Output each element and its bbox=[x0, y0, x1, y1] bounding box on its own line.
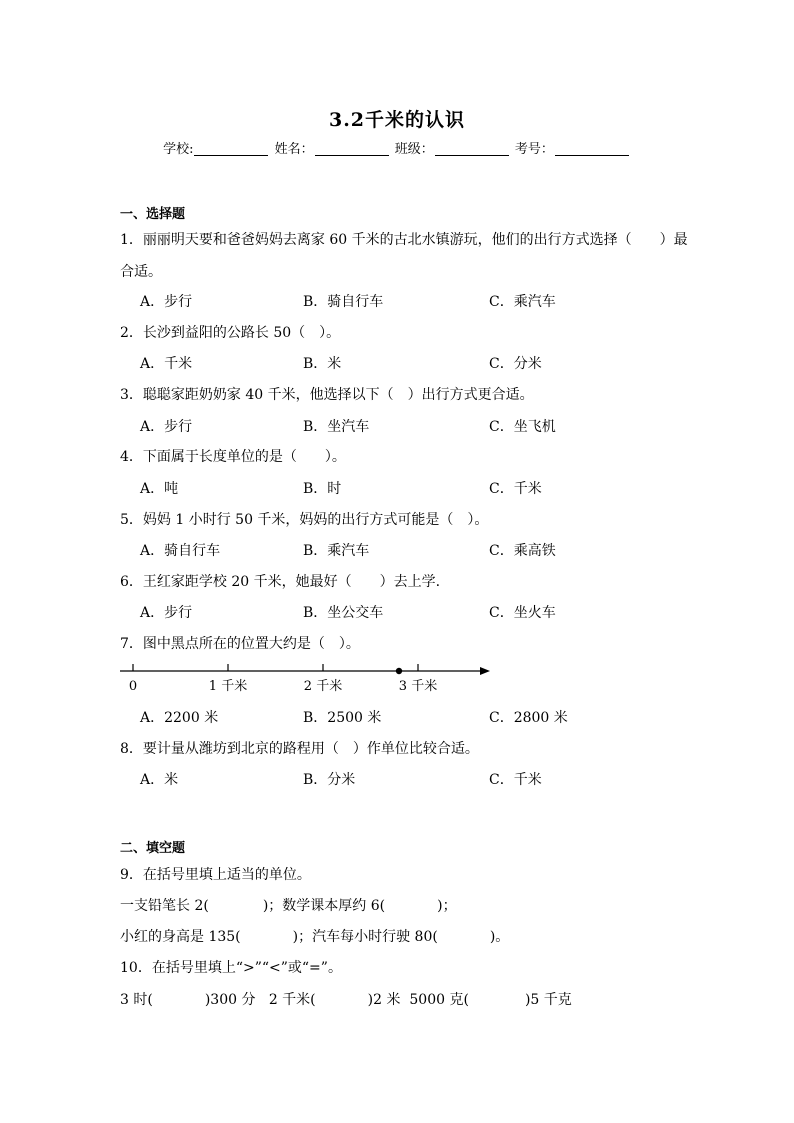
q4-option-c[interactable]: C．千米 bbox=[489, 481, 542, 497]
q10-item-2-left: 2 千米( bbox=[268, 992, 316, 1008]
q5-option-b[interactable]: B．乘汽车 bbox=[303, 543, 370, 559]
q10-item-3-right: )5 千克 bbox=[524, 992, 572, 1008]
q5-option-a[interactable]: A．骑自行车 bbox=[140, 543, 221, 559]
q9-line2-part-a: 小红的身高是 135( bbox=[120, 929, 241, 945]
question-1-line-2: 合适。 bbox=[120, 264, 162, 280]
question-10: 10．在括号里填上“>”“<”或“=”。 bbox=[120, 960, 342, 976]
class-blank[interactable] bbox=[435, 141, 509, 156]
question-6: 6．王红家距学校 20 千米，她最好（ ）去上学. bbox=[120, 574, 441, 590]
q7-option-a[interactable]: A．2200 米 bbox=[140, 710, 219, 726]
question-2: 2．长沙到益阳的公路长 50（ ）。 bbox=[120, 325, 341, 341]
q10-item-1-right: )300 分 bbox=[204, 992, 256, 1008]
question-7: 7．图中黑点所在的位置大约是（ ）。 bbox=[120, 636, 360, 652]
q1-option-b[interactable]: B．骑自行车 bbox=[303, 294, 384, 310]
question-4: 4．下面属于长度单位的是（ ）。 bbox=[120, 449, 346, 465]
question-9-line-1 bbox=[120, 895, 457, 915]
q2-option-b[interactable]: B．米 bbox=[303, 356, 342, 372]
question-5: 5．妈妈 1 小时行 50 千米，妈妈的出行方式可能是（ ）。 bbox=[120, 512, 489, 528]
name-blank[interactable] bbox=[315, 141, 389, 156]
q3-option-a[interactable]: A．步行 bbox=[140, 419, 193, 435]
q6-option-a[interactable]: A．步行 bbox=[140, 605, 193, 621]
q7-option-c[interactable]: C．2800 米 bbox=[489, 710, 568, 726]
q1-option-c[interactable]: C．乘汽车 bbox=[489, 294, 556, 310]
q2-option-a[interactable]: A．千米 bbox=[140, 356, 193, 372]
q9-line2-part-c: )。 bbox=[489, 929, 510, 945]
q3-option-c[interactable]: C．坐飞机 bbox=[489, 419, 556, 435]
number-line-tick-label: 0 bbox=[128, 679, 138, 694]
question-9: 9．在括号里填上适当的单位。 bbox=[120, 867, 311, 883]
section-heading-fill: 二、填空题 bbox=[120, 841, 186, 856]
q10-item-1-left: 3 时( bbox=[120, 992, 153, 1008]
number-line-tick-label: 2 千米 bbox=[303, 679, 343, 694]
q9-line1-part-a: 一支铅笔长 2( bbox=[120, 898, 209, 914]
exam-no-label: 考号： bbox=[514, 142, 554, 157]
q8-option-c[interactable]: C．千米 bbox=[489, 772, 542, 788]
exam-no-blank[interactable] bbox=[555, 141, 629, 156]
question-1-line-1: 1．丽丽明天要和爸爸妈妈去离家 60 千米的古北水镇游玩，他们的出行方式选择（ ）最 bbox=[120, 232, 688, 248]
q4-option-a[interactable]: A．吨 bbox=[140, 481, 179, 497]
page-title: 3.2千米的认识 bbox=[328, 109, 466, 131]
q9-line1-part-c: )； bbox=[437, 898, 457, 914]
q8-option-b[interactable]: B．分米 bbox=[303, 772, 356, 788]
name-label: 姓名： bbox=[274, 142, 314, 157]
q1-option-a[interactable]: A．步行 bbox=[140, 294, 193, 310]
school-label: 学校: bbox=[163, 142, 194, 157]
q4-option-b[interactable]: B．时 bbox=[303, 481, 342, 497]
q6-option-c[interactable]: C．坐火车 bbox=[489, 605, 556, 621]
q9-line2-part-b: )；汽车每小时行驶 80( bbox=[292, 929, 438, 945]
question-8: 8．要计量从潍坊到北京的路程用（ ）作单位比较合适。 bbox=[120, 741, 479, 757]
q6-option-b[interactable]: B．坐公交车 bbox=[303, 605, 384, 621]
q2-option-c[interactable]: C．分米 bbox=[489, 356, 542, 372]
q8-option-a[interactable]: A．米 bbox=[140, 772, 179, 788]
q10-item-3-left: 5000 克( bbox=[409, 992, 469, 1008]
number-line-dot bbox=[396, 668, 402, 674]
q3-option-b[interactable]: B．坐汽车 bbox=[303, 419, 370, 435]
question-10-items bbox=[120, 989, 572, 1009]
number-line-tick-label: 1 千米 bbox=[208, 679, 248, 694]
question-9-line-2 bbox=[120, 926, 509, 946]
class-label: 班级： bbox=[394, 142, 434, 157]
number-line-tick-label: 3 千米 bbox=[398, 679, 438, 694]
number-line bbox=[118, 661, 498, 701]
q9-line1-part-b: )；数学课本厚约 6( bbox=[262, 898, 386, 914]
section-heading-choice: 一、选择题 bbox=[120, 207, 186, 222]
student-info-line bbox=[0, 138, 794, 157]
school-blank[interactable] bbox=[194, 141, 268, 156]
arrow-right-icon bbox=[480, 667, 490, 675]
question-3: 3．聪聪家距奶奶家 40 千米，他选择以下（ ）出行方式更合适。 bbox=[120, 387, 534, 403]
q5-option-c[interactable]: C．乘高铁 bbox=[489, 543, 556, 559]
q10-item-2-right: )2 米 bbox=[367, 992, 401, 1008]
q7-option-b[interactable]: B．2500 米 bbox=[303, 710, 382, 726]
